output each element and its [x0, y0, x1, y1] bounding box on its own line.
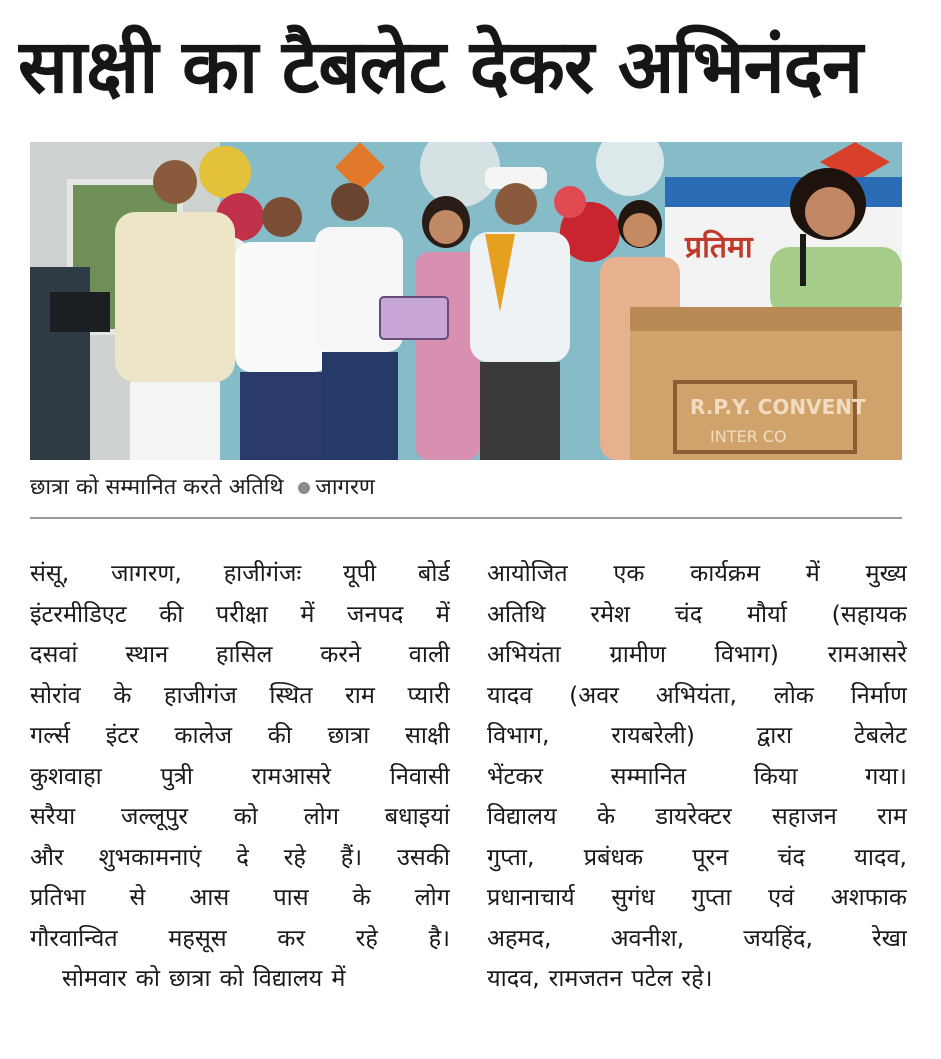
bullet-icon [298, 482, 310, 494]
headline: साक्षी का टैबलेट देकर अभिनंदन [18, 24, 863, 110]
article-line: आयोजित एक कार्यक्रम में मुख्य [487, 559, 907, 587]
article-line: और शुभकामनाएं दे रहे हैं। उसकी [30, 842, 450, 871]
article-line: गर्ल्स इंटर कालेज की छात्रा साक्षी [30, 721, 450, 749]
article-line: दसवां स्थान हासिल करने वाली [30, 640, 450, 668]
article-line: कुशवाहा पुत्री रामआसरे निवासी [30, 761, 450, 790]
news-photo [30, 142, 902, 460]
article-column-left [30, 553, 450, 1043]
podium-text-2: INTER CO [710, 427, 787, 446]
banner-text: प्रतिमा [685, 230, 753, 265]
caption-text: छात्रा को सम्मानित करते अतिथि [30, 475, 284, 500]
caption-credit: जागरण [315, 475, 375, 500]
podium-text-1: R.P.Y. CONVENT [690, 395, 866, 419]
article-column-right [487, 553, 907, 1043]
article-line: सोरांव के हाजीगंज स्थित राम प्यारी [30, 680, 450, 709]
article-line: सोमवार को छात्रा को विद्यालय में [62, 964, 346, 992]
article-line: गुप्ता, प्रबंधक पूरन चंद यादव, [487, 842, 907, 871]
article-line: प्रतिभा से आस पास के लोग [30, 883, 450, 911]
article-line: प्रधानाचार्य सुगंध गुप्ता एवं अशफाक [487, 883, 907, 911]
tablet-gift [380, 297, 448, 339]
divider [30, 517, 902, 519]
article-line: सरैया जल्लूपुर को लोग बधाइयां [30, 802, 450, 830]
photo-caption [30, 468, 375, 508]
article-line: यादव (अवर अभियंता, लोक निर्माण [487, 680, 907, 709]
article-line: संसू, जागरण, हाजीगंजः यूपी बोर्ड [30, 559, 450, 587]
article-line: भेंटकर सम्मानित किया गया। [487, 761, 907, 790]
article-line: अभियंता ग्रामीण विभाग) रामआसरे [487, 640, 907, 668]
article-line: अतिथि रमेश चंद मौर्या (सहायक [487, 599, 907, 628]
article-line: विद्यालय के डायरेक्टर सहाजन राम [487, 802, 907, 830]
article-line: विभाग, रायबरेली) द्वारा टेबलेट [487, 721, 907, 749]
article-line: इंटरमीडिएट की परीक्षा में जनपद में [30, 599, 450, 628]
article-line: गौरवान्वित महसूस कर रहे है। [30, 923, 450, 952]
article-line: अहमद, अवनीश, जयहिंद, रेखा [487, 923, 907, 952]
article-line: यादव, रामजतन पटेल रहे। [487, 964, 713, 992]
